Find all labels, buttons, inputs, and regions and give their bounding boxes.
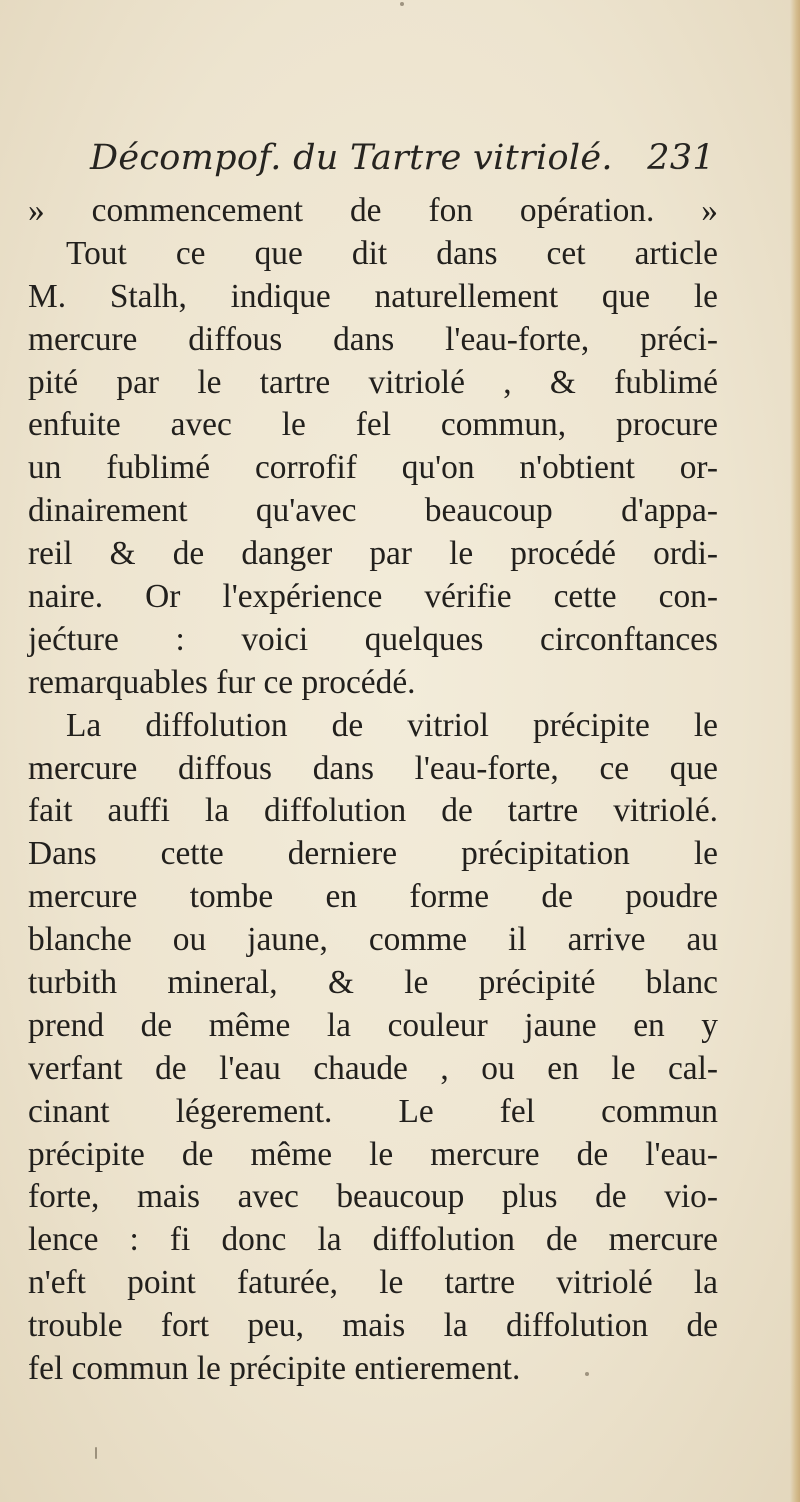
text-line: trouble fort peu, mais la diffolution de <box>28 1307 718 1345</box>
text-line: mercure tombe en forme de poudre <box>28 878 718 916</box>
text-line: fel commun le précipite entierement. <box>28 1350 521 1388</box>
text-line: remarquables fur ce procédé. <box>28 663 416 701</box>
text-line: Tout ce que dit dans cet article <box>66 234 718 272</box>
text-line: turbith mineral, & le précipité blanc <box>28 964 718 1002</box>
text-line: verfant de l'eau chaude , ou en le cal- <box>28 1049 718 1087</box>
text-line: Dans cette derniere précipitation le <box>28 835 718 873</box>
text-line: n'eft point faturée, le tartre vitriolé la <box>28 1264 718 1302</box>
text-line: dinairement qu'avec beaucoup d'appa- <box>28 492 718 530</box>
running-title: Décompof. du Tartre vitriolé. <box>90 138 613 178</box>
text-line: fait auffi la diffolution de tartre vitriolé. <box>28 792 718 830</box>
ink-speck <box>95 1447 97 1459</box>
page-edge <box>790 0 800 1502</box>
text-line: un fublimé corrofif qu'on n'obtient or- <box>28 449 718 487</box>
text-line: enfuite avec le fel commun, procure <box>28 406 718 444</box>
text-line: pité par le tartre vitriolé , & fublimé <box>28 363 718 401</box>
text-line: reil & de danger par le procédé ordi- <box>28 535 718 573</box>
text-line: jećture : voici quelques circonftances <box>28 620 718 658</box>
body-text <box>28 190 718 1391</box>
text-line: mercure diffous dans l'eau-forte, ce que <box>28 749 718 787</box>
text-line: M. Stalh, indique naturellement que le <box>28 277 718 315</box>
text-line: blanche ou jaune, comme il arrive au <box>28 921 718 959</box>
text-line: forte, mais avec beaucoup plus de vio- <box>28 1178 718 1216</box>
text-line: mercure diffous dans l'eau-forte, préci- <box>28 320 718 358</box>
text-line: lence : fi donc la diffolution de mercure <box>28 1221 718 1259</box>
text-line: » commencement de fon opération. » <box>28 192 718 229</box>
page-number: 231 <box>647 138 715 178</box>
text-line: La diffolution de vitriol précipite le <box>66 706 718 744</box>
running-header <box>90 138 715 188</box>
text-line: naire. Or l'expérience vérifie cette con- <box>28 578 718 616</box>
ink-speck <box>400 2 404 6</box>
text-line: prend de même la couleur jaune en y <box>28 1006 718 1044</box>
text-line: précipite de même le mercure de l'eau- <box>28 1135 718 1173</box>
text-line: cinant légerement. Le fel commun <box>28 1092 718 1130</box>
